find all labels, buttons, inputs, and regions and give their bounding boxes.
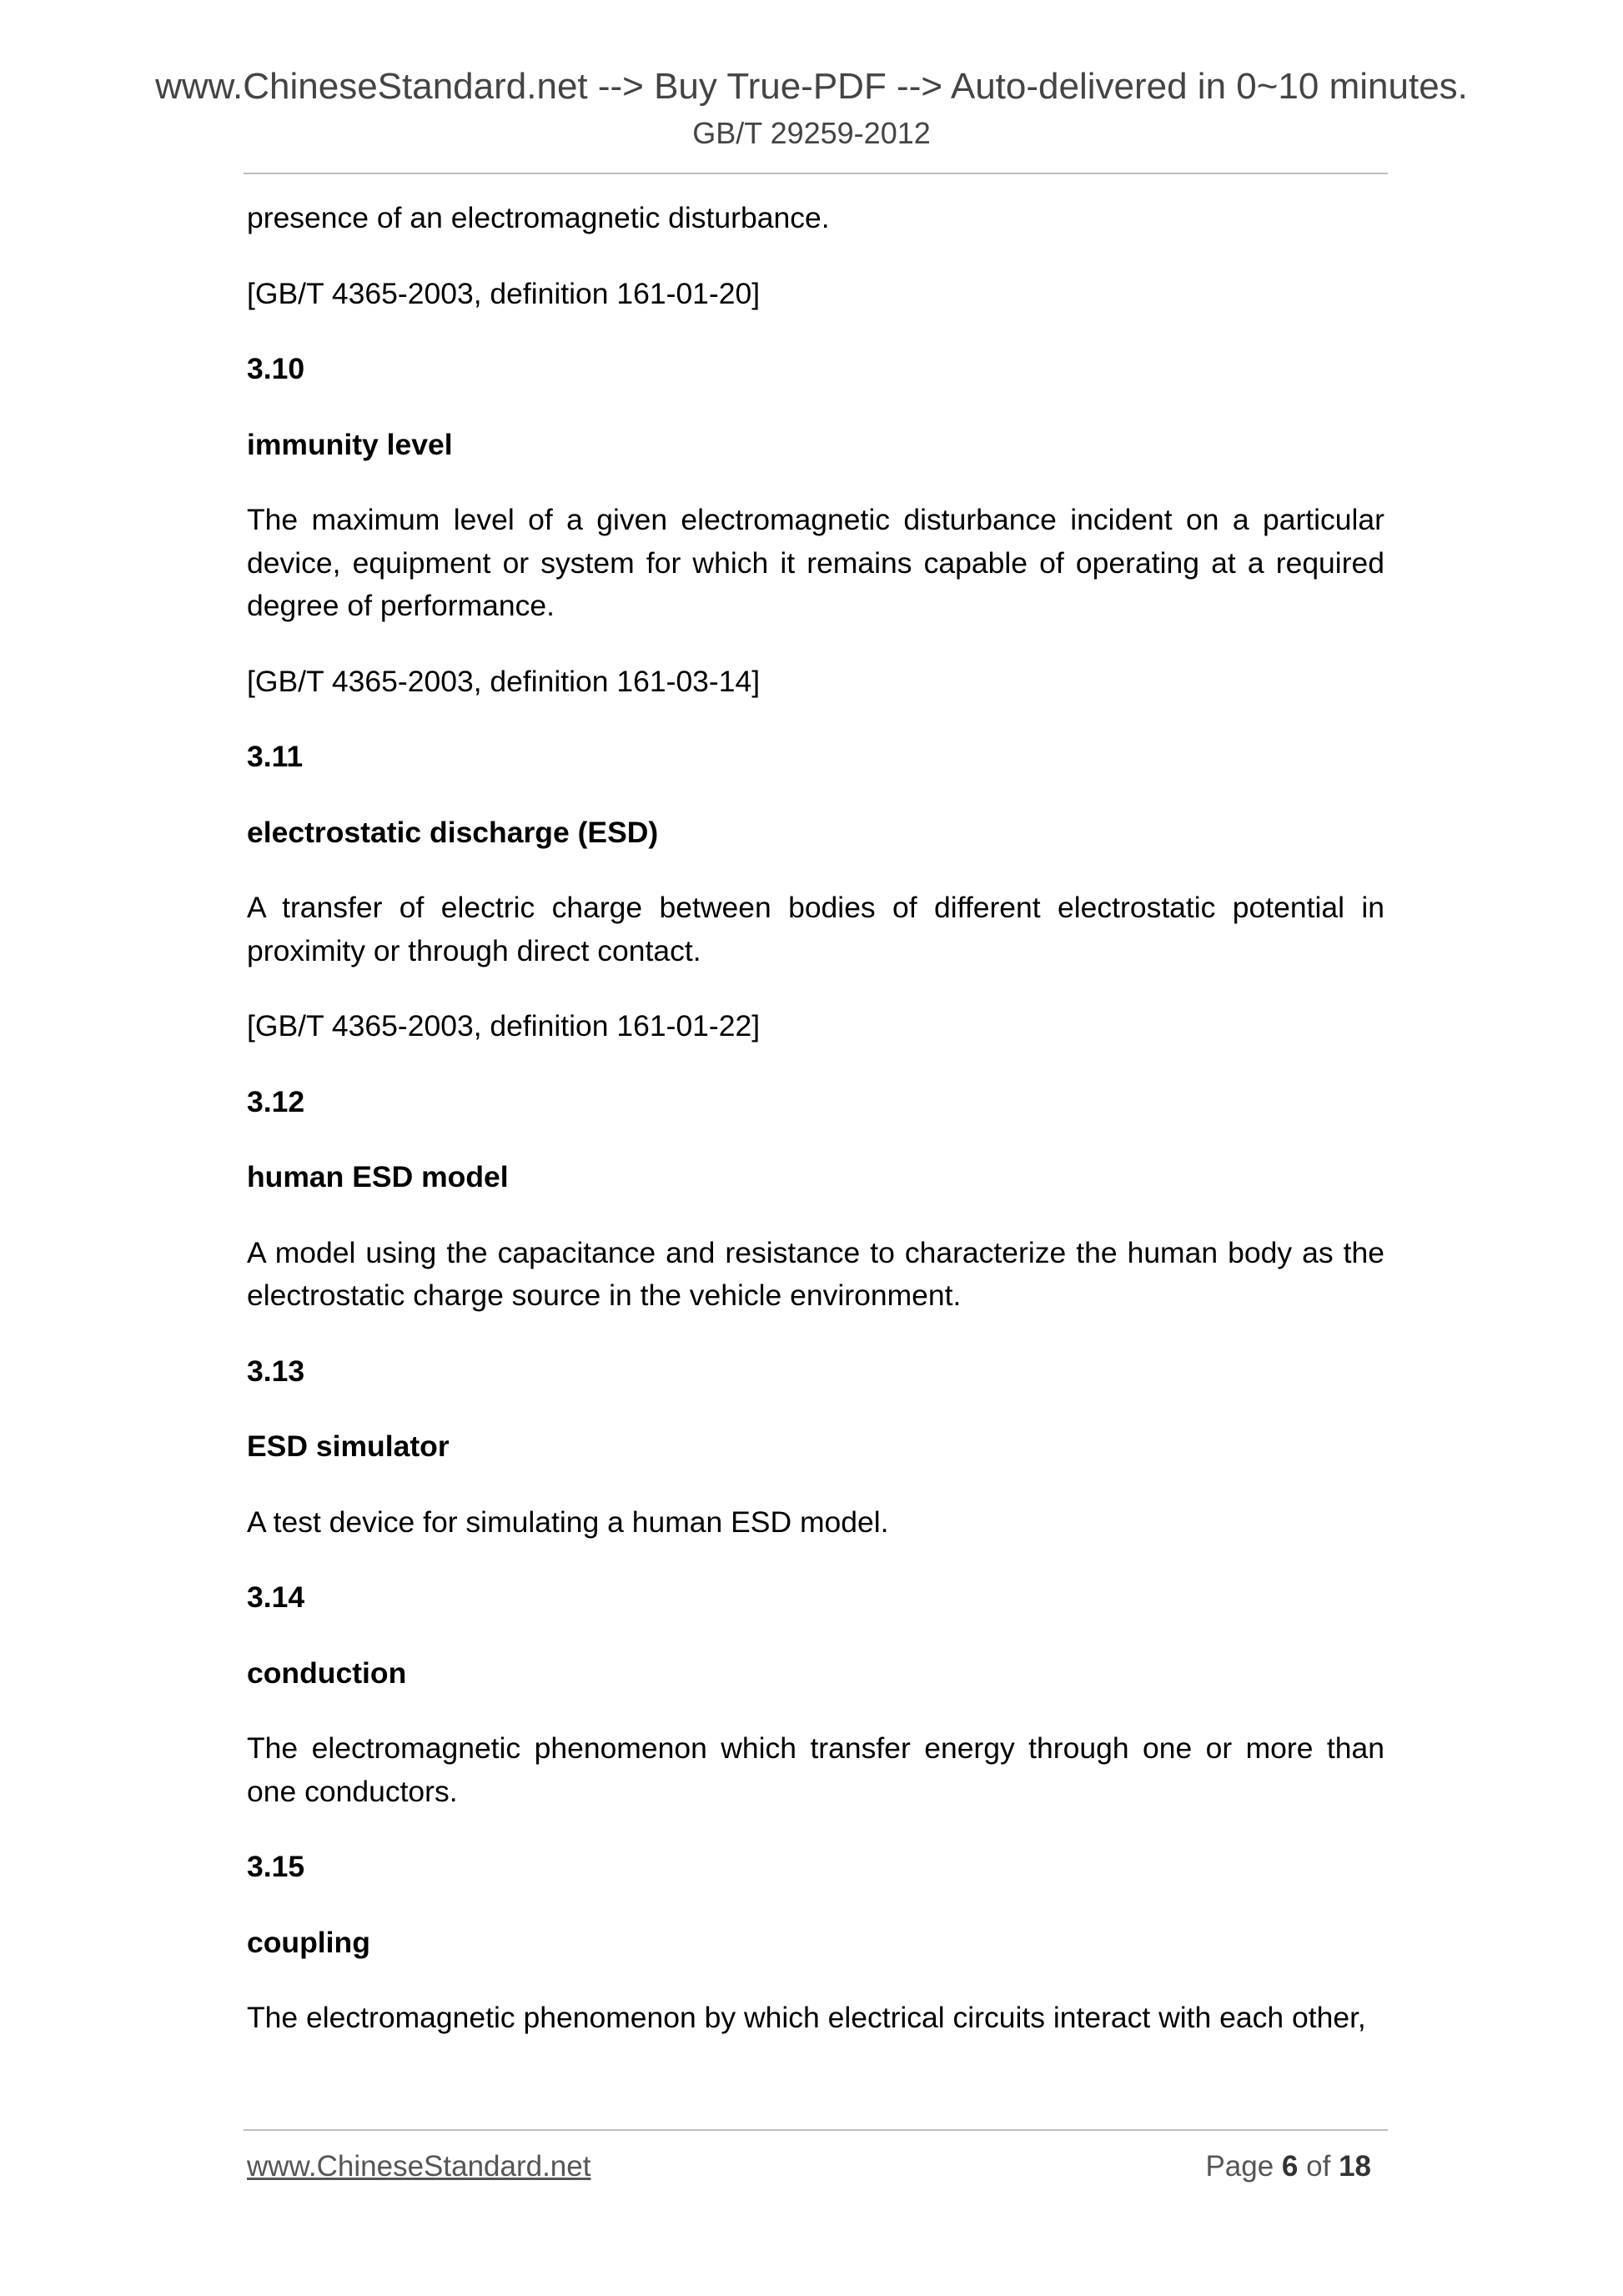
definition-3-12: A model using the capacitance and resistance to characterize the human body as the electrostatic charge source in the vehicle environment. xyxy=(247,1235,1384,1312)
definition-3-11: A transfer of electric charge between bodies of different electrostatic potential in proximity or through direct contact. xyxy=(247,891,1384,967)
definition-3-10: The maximum level of a given electromagnetic disturbance incident on a particular device, equipment or system for which it remains capable of operating at a required degree of performance. xyxy=(247,503,1384,622)
page-indicator xyxy=(1205,2148,1371,2185)
term-3-14: conduction xyxy=(247,1655,407,1690)
clause-number-3-10: 3.10 xyxy=(247,352,305,385)
clause-number-3-14: 3.14 xyxy=(247,1580,305,1614)
clause-number-3-13: 3.13 xyxy=(247,1354,305,1388)
document-body xyxy=(247,197,1384,2040)
standard-code: GB/T 29259-2012 xyxy=(692,116,931,150)
term-3-15: coupling xyxy=(247,1925,370,1959)
page-word: Page xyxy=(1205,2150,1274,2183)
footer-site-link[interactable]: www.ChineseStandard.net xyxy=(247,2150,591,2183)
term-3-12: human ESD model xyxy=(247,1160,509,1193)
reference-3-10: [GB/T 4365-2003, definition 161-03-14] xyxy=(247,664,761,698)
term-3-13: ESD simulator xyxy=(247,1429,450,1463)
header-divider xyxy=(244,173,1388,174)
clause-number-3-11: 3.11 xyxy=(247,740,304,773)
term-3-10: immunity level xyxy=(247,427,453,461)
reference-3-9: [GB/T 4365-2003, definition 161-01-20] xyxy=(247,276,761,310)
clause-number-3-15: 3.15 xyxy=(247,1850,305,1883)
page-current: 6 xyxy=(1281,2150,1299,2183)
page-of-word: of xyxy=(1306,2150,1331,2183)
definition-3-14: The electromagnetic phenomenon which transfer energy through one or more than one conductors. xyxy=(247,1731,1384,1808)
term-3-11: electrostatic discharge (ESD) xyxy=(247,815,659,849)
paragraph-continuation: presence of an electromagnetic disturbance. xyxy=(247,201,830,234)
footer-divider xyxy=(244,2129,1388,2131)
definition-3-13: A test device for simulating a human ESD model. xyxy=(247,1505,889,1539)
header-banner: www.ChineseStandard.net --> Buy True-PDF --> Auto-delivered in 0~10 minutes. xyxy=(155,66,1468,107)
page-total: 18 xyxy=(1339,2150,1371,2183)
reference-3-11: [GB/T 4365-2003, definition 161-01-22] xyxy=(247,1009,761,1042)
definition-3-15: The electromagnetic phenomenon by which electrical circuits interact with each other, xyxy=(247,2001,1366,2034)
clause-number-3-12: 3.12 xyxy=(247,1084,305,1118)
